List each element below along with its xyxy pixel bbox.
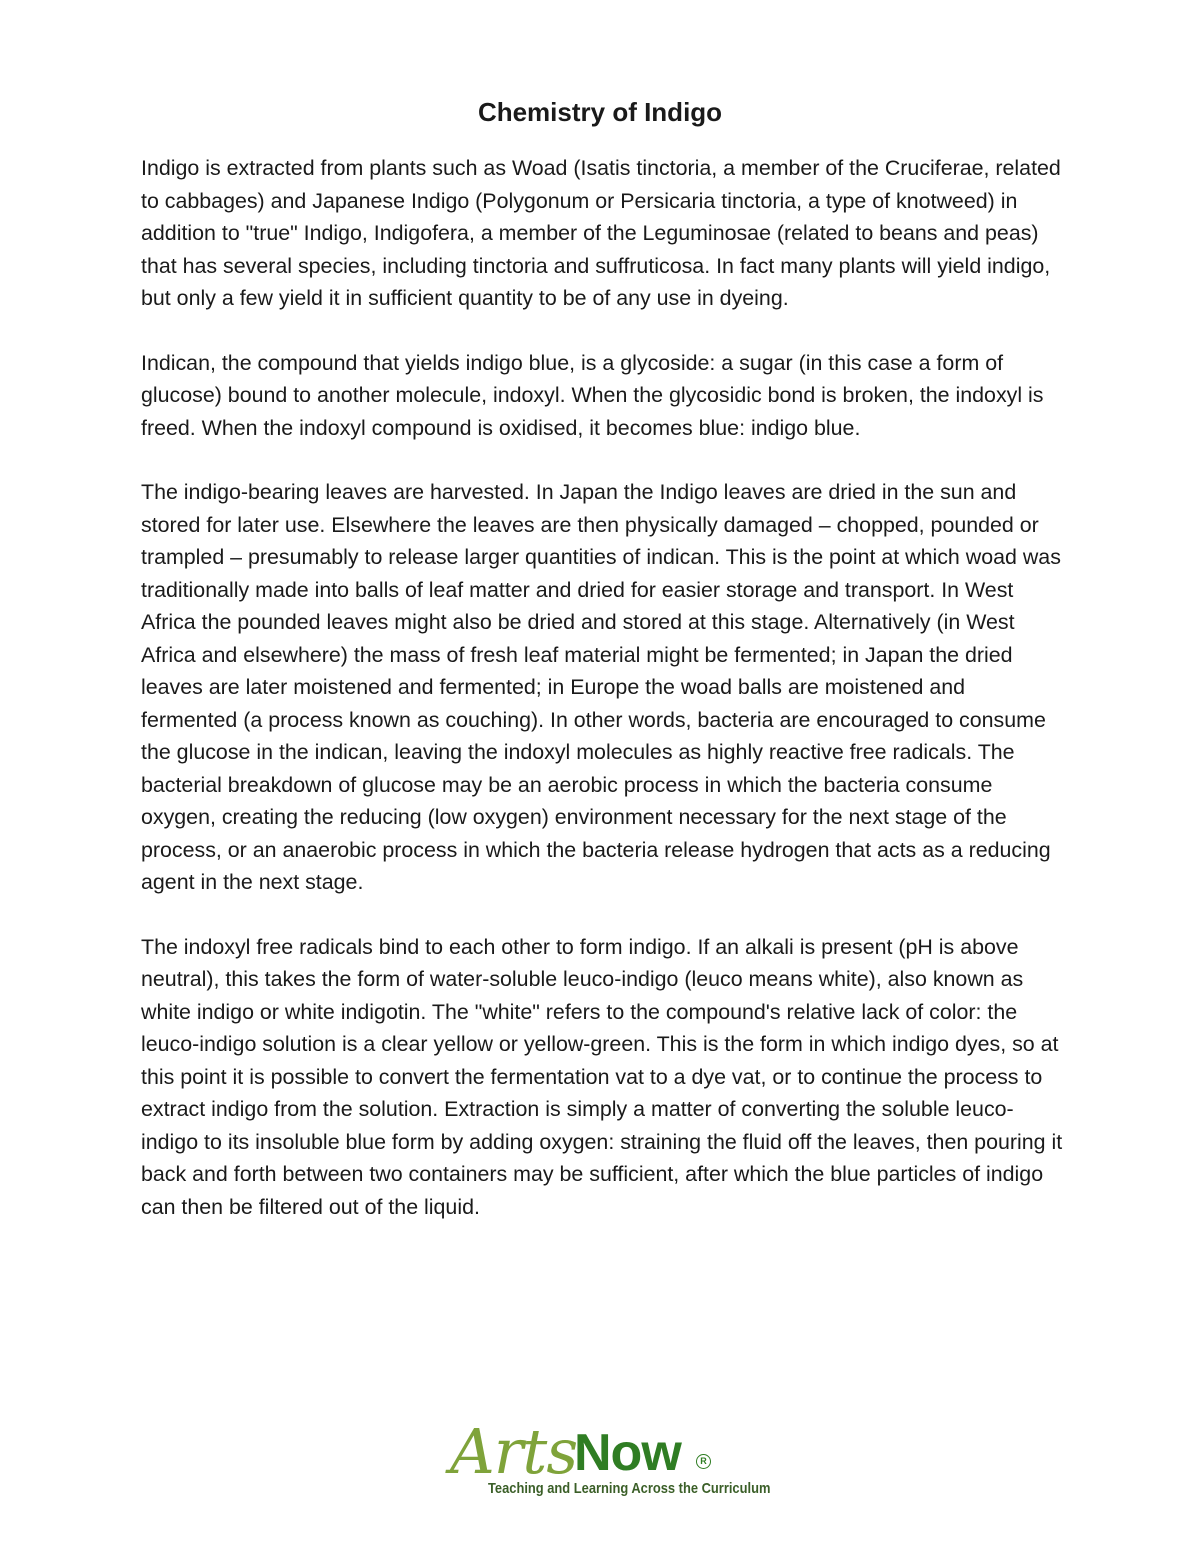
logo-arts-text: Arts [450, 1415, 578, 1488]
logo-now-text: Now [574, 1424, 681, 1482]
paragraph-indican: Indican, the compound that yields indigo blue, is a glycoside: a sugar (in this case a form of glucose) bound to another molecule, indoxyl. When the glycosidic bond is broken, the indoxyl is freed. When the indoxyl compound is oxidised, it becomes blue: indigo blue. [141, 350, 1044, 440]
paragraph-leuco-indigo: The indoxyl free radicals bind to each other to form indigo. If an alkali is present (pH is above neutral), this takes the form of water-soluble leuco-indigo (leuco means white), also known as white indigo or white indigotin. The "white" refers to the compound's relative lack of color: the leuco-indigo solution is a clear yellow or yellow-green. This is the form in which indigo dyes, so at this point it is possible to convert the fermentation vat to a dye vat, or to continue the process to extract indigo from the solution. Extraction is simply a matter of converting the soluble leuco-indigo to its insoluble blue form by adding oxygen: straining the fluid off the leaves, then pouring it back and forth between two containers may be sufficient, after which the blue particles of indigo can then be filtered out of the liquid. [141, 934, 1063, 1219]
paragraph-extraction: Indigo is extracted from plants such as Woad (Isatis tinctoria, a member of the Cruciferae, related to cabbages) and Japanese Indigo (Polygonum or Persicaria tinctoria, a type of knotweed) in addition to "true" Indigo, Indigofera, a member of the Leguminosae (related to beans and peas) that has several species, including tinctoria and suffruticosa. In fact many plants will yield indigo, but only a few yield it in sufficient quantity to be of any use in dyeing. [141, 156, 1061, 310]
paragraph-harvesting: The indigo-bearing leaves are harvested. In Japan the Indigo leaves are dried in the sun and stored for later use. Elsewhere the leaves are then physically damaged – chopped, pounded or trampled – presumably to release larger quantities of indican. This is the point at which woad was traditionally made into balls of leaf matter and dried for easier storage and transport. In West Africa the pounded leaves might also be dried and stored at this stage. Alternatively (in West Africa and elsewhere) the mass of fresh leaf material might be fermented; in Japan the dried leaves are later moistened and fermented; in Europe the woad balls are moistened and fermented (a process known as couching). In other words, bacteria are encouraged to consume the glucose in the indican, leaving the indoxyl molecules as highly reactive free radicals. The bacterial breakdown of glucose may be an aerobic process in which the bacteria consume oxygen, creating the reducing (low oxygen) environment necessary for the next stage of the process, or an anaerobic process in which the bacteria release hydrogen that acts as a reducing agent in the next stage. [141, 480, 1061, 894]
document-body [141, 152, 1066, 1255]
registered-mark-icon: R [696, 1454, 711, 1469]
page-title: Chemistry of Indigo [477, 97, 723, 127]
logo-tagline: Teaching and Learning Across the Curriculum [488, 1480, 771, 1497]
artsnow-logo [450, 1415, 771, 1503]
